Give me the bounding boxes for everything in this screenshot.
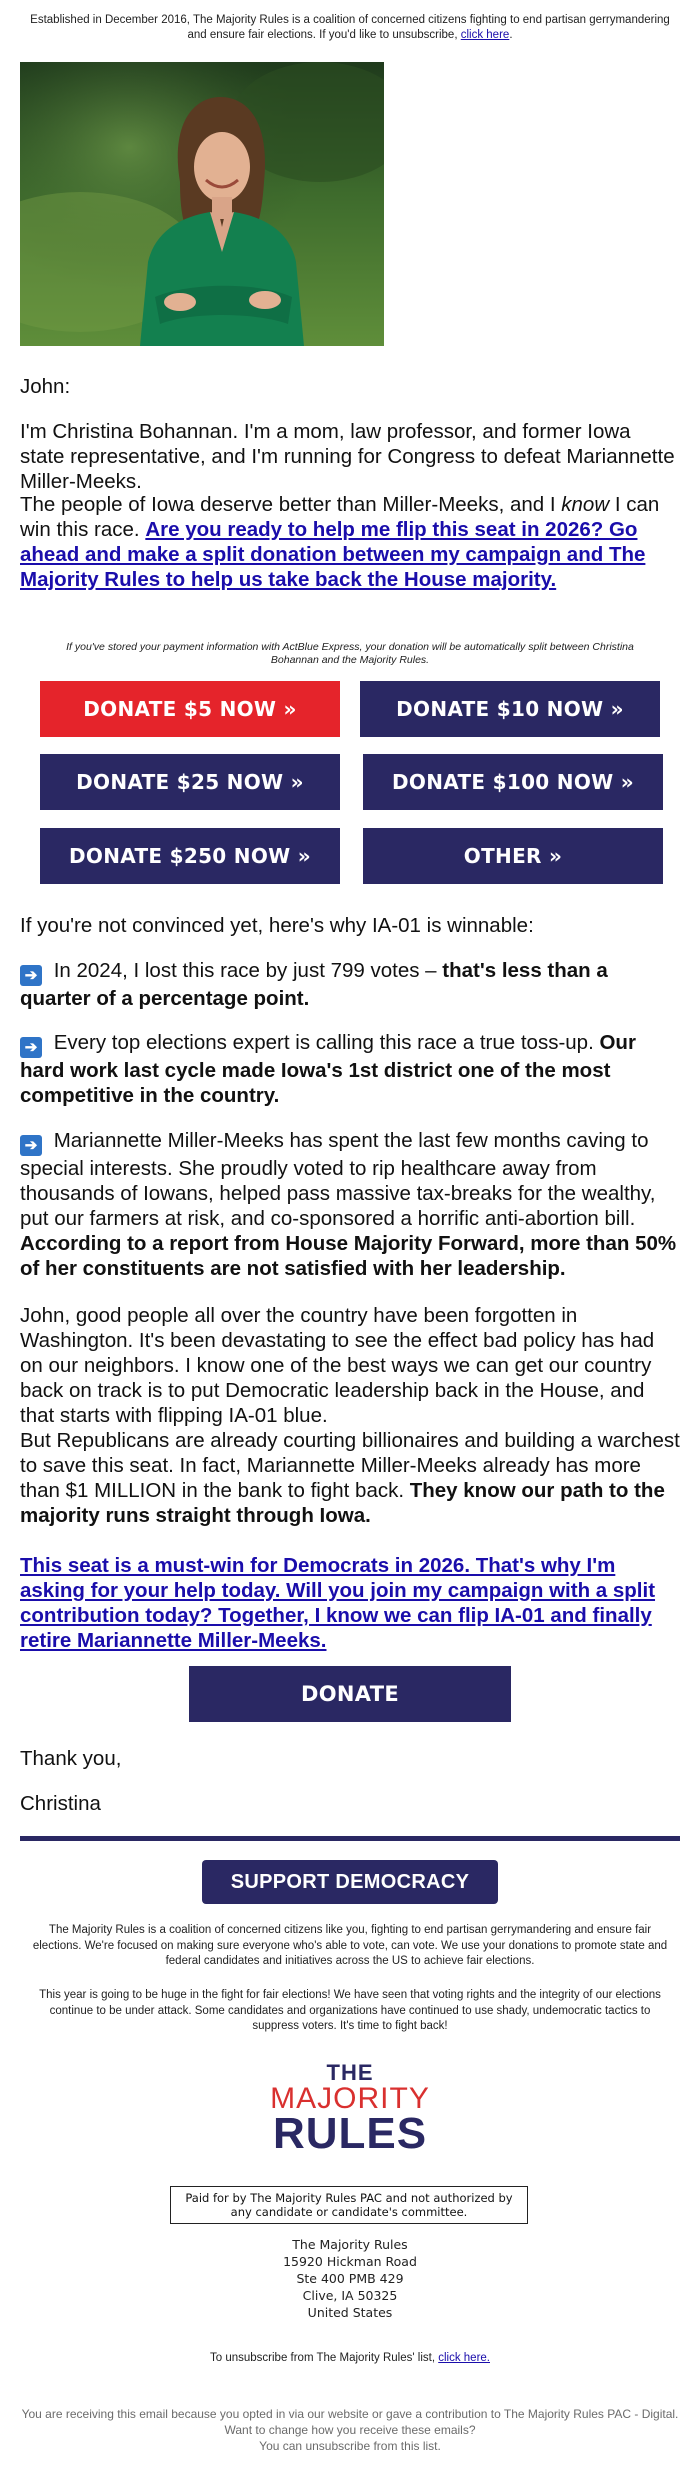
- actblue-note: If you've stored your payment information with ActBlue Express, your donation will be automatically split between Christina Bohannan and the Majority Rules.: [66, 641, 634, 666]
- donate-button[interactable]: DONATE: [189, 1666, 511, 1722]
- address-line: Ste 400 PMB 429: [296, 2271, 404, 2286]
- mailing-address: [200, 2236, 500, 2321]
- donate-10-button[interactable]: DONATE $10 NOW »: [360, 681, 660, 737]
- right-arrow-icon: ➔: [20, 1037, 42, 1058]
- donate-other-button[interactable]: OTHER »: [363, 828, 663, 884]
- logo-the: THE: [326, 2060, 374, 2085]
- right-arrow-icon: ➔: [20, 965, 42, 986]
- greeting: John:: [20, 375, 71, 398]
- list-unsubscribe-link[interactable]: You can unsubscribe from this list.: [259, 2439, 441, 2453]
- footer-unsubscribe: To unsubscribe from The Majority Rules' list, click here.: [209, 2352, 490, 2364]
- paid-for-box: [170, 2186, 528, 2224]
- signature: Christina: [20, 1792, 101, 1815]
- address-line: 15920 Hickman Road: [283, 2254, 417, 2269]
- footer-divider: [20, 1836, 680, 1841]
- right-arrow-icon: ➔: [20, 1135, 42, 1156]
- address-line: The Majority Rules: [292, 2237, 408, 2252]
- support-democracy-button[interactable]: SUPPORT DEMOCRACY: [202, 1860, 498, 1904]
- footer-unsubscribe-link[interactable]: click here.: [438, 2352, 490, 2364]
- winnable-intro: If you're not convinced yet, here's why IA-01 is winnable:: [20, 914, 534, 937]
- header-note: Established in December 2016, The Majority Rules is a coalition of concerned citizens fighting to end partisan gerrymandering and ensure fair elections. If you'd like to unsubscribe, click here.: [30, 14, 670, 41]
- paid-for-text: Paid for by The Majority Rules PAC and not authorized by any candidate or candidate's committee.: [185, 2191, 513, 2219]
- donate-25-button[interactable]: DONATE $25 NOW »: [40, 754, 340, 810]
- address-line: United States: [307, 2305, 393, 2320]
- donate-5-button[interactable]: DONATE $5 NOW »: [40, 681, 340, 737]
- point-1: ➔ In 2024, I lost this race by just 799 votes – that's less than a quarter of a percentage point.: [20, 959, 608, 1010]
- logo-majority: MAJORITY: [270, 2082, 430, 2115]
- point-3: ➔ Mariannette Miller-Meeks has spent the last few months caving to special interests. She proudly voted to rip healthcare away from thousands of Iowans, helped pass massive tax-breaks for the wealthy, put our farmers at risk, and co-sponsored a horrific anti-abortion bill. According to a report from House Majority Forward, more than 50% of her constituents are not satisfied with her leadership.: [20, 1129, 677, 1280]
- receiving-note: You are receiving this email because you opted in via our website or gave a contribution to The Majority Rules PAC - Digital. Want to change how you receive these emails? You can unsubscribe from this list.: [21, 2407, 679, 2453]
- donate-250-button[interactable]: DONATE $250 NOW »: [40, 828, 340, 884]
- header-unsubscribe-link[interactable]: click here: [460, 29, 510, 41]
- address-line: Clive, IA 50325: [302, 2288, 398, 2303]
- majority-rules-logo: [200, 2060, 500, 2158]
- thanks-line: Thank you,: [20, 1747, 122, 1770]
- forgotten-paragraph: John, good people all over the country have been forgotten in Washington. It's been devastating to see the effect bad policy has had on our neighbors. I know one of the best ways we can get our country back on track is to put Democratic leadership back in the House, and that starts with flipping IA-01 blue.: [20, 1304, 655, 1427]
- candidate-photo-image: [20, 62, 384, 346]
- final-ask: [20, 1553, 680, 1653]
- split-contribution-link[interactable]: This seat is a must-win for Democrats in 2026. That's why I'm asking for your help today. Will you join my campaign with a split contribution today? Together, I know we can flip IA-01 and finally retire Mariannette Miller-Meeks.: [20, 1554, 656, 1652]
- candidate-photo: [20, 62, 384, 346]
- about-paragraph: The Majority Rules is a coalition of concerned citizens like you, fighting to end partisan gerrymandering and ensure fair elections. We're focused on making sure everyone who's able to vote, can vote. We use your donations to promote state and federal candidates and initiatives across the US to achieve fair elections.: [32, 1924, 668, 1967]
- year-paragraph: This year is going to be huge in the fight for fair elections! We have seen that voting rights and the integrity of our elections continue to be under attack. Some candidates and organizations have continued to use shady, undemocratic tactics to suppress voters. It's time to fight back!: [39, 1989, 661, 2032]
- logo-rules: RULES: [272, 2109, 428, 2158]
- intro-paragraph: I'm Christina Bohannan. I'm a mom, law professor, and former Iowa state representative, and I'm running for Congress to defeat Mariannette Miller-Meeks.: [20, 420, 675, 493]
- win-paragraph: The people of Iowa deserve better than Miller-Meeks, and I know I can win this race. Are you ready to help me flip this seat in 2026? Go ahead and make a split donation between my campaign and The Majority Rules to help us take back the House majority.: [20, 493, 660, 591]
- point-2: ➔ Every top elections expert is calling this race a true toss-up. Our hard work last cycle made Iowa's 1st district one of the most competitive in the country.: [20, 1031, 636, 1107]
- donate-100-button[interactable]: DONATE $100 NOW »: [363, 754, 663, 810]
- billionaires-paragraph: But Republicans are already courting billionaires and building a warchest to save this seat. In fact, Mariannette Miller-Meeks already has more than $1 MILLION in the bank to fight back. They know our path to the majority runs straight through Iowa.: [20, 1429, 680, 1527]
- split-donation-link[interactable]: Are you ready to help me flip this seat in 2026? Go ahead and make a split donation between my campaign and The Majority Rules to help us take back the House majority.: [20, 518, 646, 591]
